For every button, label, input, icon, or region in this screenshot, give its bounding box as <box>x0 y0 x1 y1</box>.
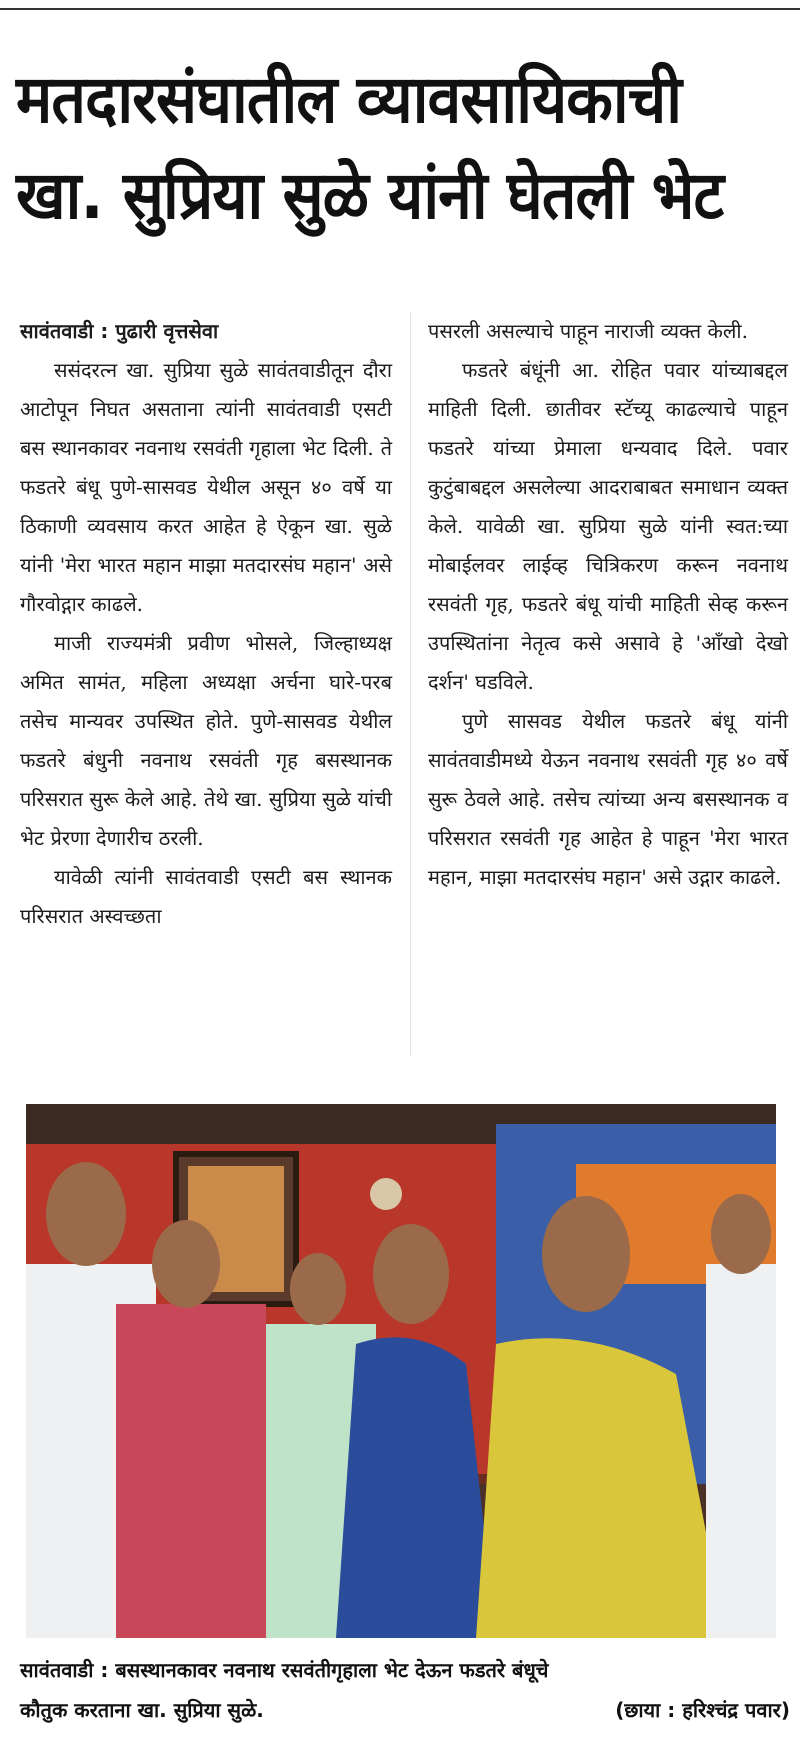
wall-clock <box>370 1178 402 1210</box>
person-2-shirt <box>116 1304 266 1638</box>
headline-line-2: खा. सुप्रिया सुळे यांनी घेतली भेट <box>16 157 724 234</box>
article-paragraph: फडतरे बंधूंनी आ. रोहित पवार यांच्याबद्दल माहिती दिली. छातीवर स्टॅच्यू काढल्याचे पाहून फडतरे यांच्या प्रेमाला धन्यवाद दिले. पवार कुटुंबाबद्दल असलेल्या आदराबाबत समाधान व्यक्त केले. यावेळी खा. सुप्रिया सुळे यांनी स्वत:च्या मोबाईलवर लाईव्ह चित्रिकरण करून नवनाथ रसवंती गृह, फडतरे बंधू यांची माहिती सेव्ह करून उपस्थितांना नेतृत्व कसे असावे हे 'आँखो देखो दर्शन' घडविले. <box>428 358 788 694</box>
article-paragraph: माजी राज्यमंत्री प्रवीण भोसले, जिल्हाध्यक्ष अमित सामंत, महिला अध्यक्षा अर्चना घारे-परब तसेच मान्यवर उपस्थित होते. पुणे-सासवड येथील फडतरे बंधुनी नवनाथ रसवंती गृह बसस्थानक परिसरात सुरू केले आहे. तेथे खा. सुप्रिया सुळे यांची भेट प्रेरणा देणारीच ठरली. <box>20 631 392 850</box>
photo-illustration <box>26 1104 776 1638</box>
woman-1-head <box>373 1224 449 1324</box>
photo-caption <box>20 1650 790 1730</box>
person-6-shirt <box>706 1264 776 1638</box>
woman-2-head <box>542 1196 630 1312</box>
article-column-right <box>428 312 788 897</box>
article-column-left <box>20 312 392 936</box>
caption-line-2: कौतुक करताना खा. सुप्रिया सुळे. <box>20 1698 264 1722</box>
article-paragraph: यावेळी त्यांनी सावंतवाडी एसटी बस स्थानक परिसरात अस्वच्छता <box>20 865 392 928</box>
person-1-head <box>46 1162 126 1266</box>
caption-line-2-row <box>20 1690 790 1730</box>
article-paragraph: पसरली असल्याचे पाहून नाराजी व्यक्त केली. <box>428 319 748 343</box>
headline <box>16 52 724 244</box>
article-paragraph: पुणे सासवड येथील फडतरे बंधू यांनी सावंतवाडीमध्ये येऊन नवनाथ रसवंती गृह ४० वर्षे सुरू ठेवले आहे. तसेच त्यांच्या अन्य बसस्थानक व परिसरात रसवंती गृह आहेत हे पाहून 'मेरा भारत महान, माझा मतदारसंघ महान' असे उद्गार काढले. <box>428 709 788 889</box>
headline-line-1: मतदारसंघातील व्यावसायिकाची <box>16 61 682 138</box>
person-2-head <box>152 1220 220 1308</box>
news-photo <box>26 1104 776 1638</box>
top-rule <box>0 8 800 10</box>
photo-credit: (छाया : हरिश्चंद्र पवार) <box>615 1698 790 1722</box>
person-6-head <box>711 1194 771 1274</box>
article-paragraph: ससंदरत्न खा. सुप्रिया सुळे सावंतवाडीतून दौरा आटोपून निघत असताना त्यांनी सावंतवाडी एसटी बस स्थानकावर नवनाथ रसवंती गृहाला भेट दिली. ते फडतरे बंधू पुणे-सासवड येथील असून ४० वर्षे या ठिकाणी व्यवसाय करत आहेत हे ऐकून खा. सुळे यांनी 'मेरा भारत महान माझा मतदारसंघ महान' असे गौरवोद्गार काढले. <box>20 358 392 616</box>
dateline: सावंतवाडी : पुढारी वृत्तसेवा <box>20 319 219 343</box>
caption-line-1: सावंतवाडी : बसस्थानकावर नवनाथ रसवंतीगृहाला भेट देऊन फडतरे बंधूचे <box>20 1658 549 1682</box>
column-divider <box>410 312 411 1057</box>
person-3-head <box>290 1253 346 1325</box>
